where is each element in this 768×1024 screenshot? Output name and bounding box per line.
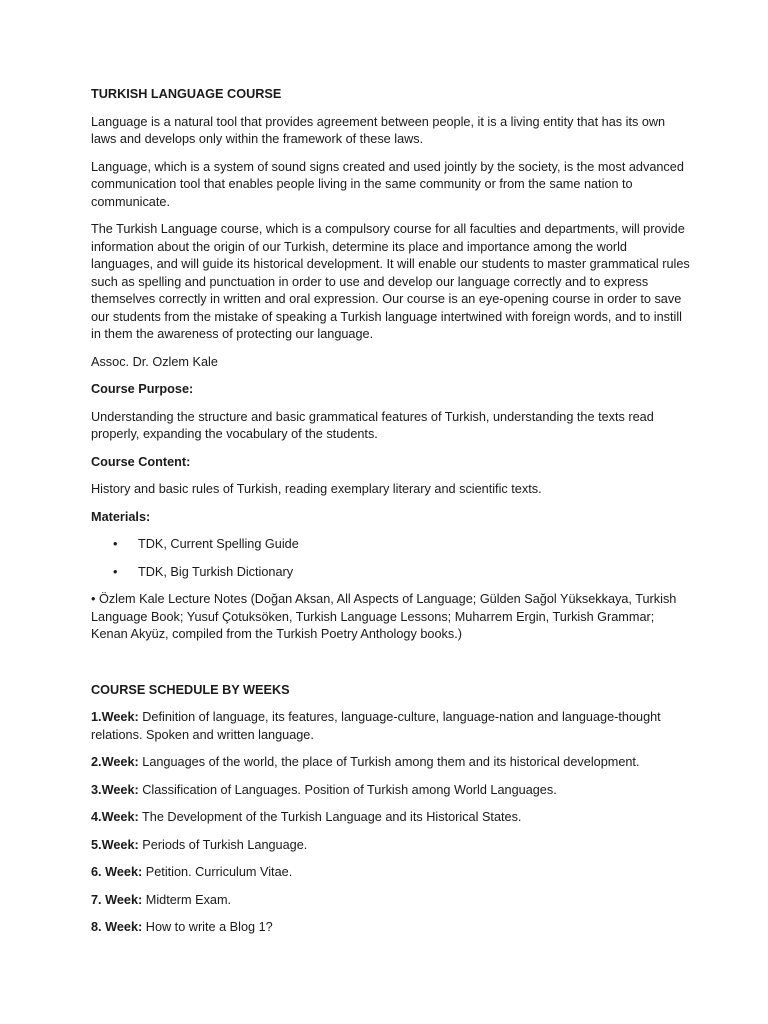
week-text: Midterm Exam.	[142, 892, 232, 907]
week-text: Definition of language, its features, language-culture, language-nation and language-thought relations. Spoken and written language.	[91, 710, 661, 742]
spacer	[91, 654, 691, 682]
document-title: TURKISH LANGUAGE COURSE	[91, 87, 282, 101]
week-label: 1.Week:	[91, 710, 139, 724]
schedule-item	[91, 919, 691, 937]
schedule-item	[91, 709, 691, 744]
bullet-icon: •	[113, 564, 118, 579]
week-label: 5.Week:	[91, 837, 139, 852]
list-item	[91, 536, 691, 554]
week-label: 3.Week:	[91, 782, 139, 797]
lecture-notes: • Özlem Kale Lecture Notes (Doğan Aksan, All Aspects of Language; Gülden Sağol Yüksekkaya, Turkish Language Book; Yusuf Çotuksöken, Turkish Language Lessons; Muharrem Ergin, Turkish Grammar; Kenan Akyüz, compiled from the Turkish Poetry Anthology books.)	[91, 592, 677, 641]
intro-paragraph-3: The Turkish Language course, which is a compulsory course for all faculties and departments, will provide information about the origin of our Turkish, determine its place and importance among the world languages, and will guide its historical development. It will enable our students to master grammatical rules such as spelling and punctuation in order to use and develop our language correctly and to express themselves correctly in written and oral expression. Our course is an eye-opening course in order to save our students from the mistake of speaking a Turkish language intertwined with foreign words, and to instill in them the awareness of protecting our language.	[91, 222, 690, 341]
week-label: 7. Week:	[91, 892, 143, 907]
schedule-item	[91, 809, 691, 827]
week-label: 2.Week:	[91, 755, 139, 769]
week-label: 6. Week:	[91, 865, 143, 879]
week-label: 4.Week:	[91, 810, 139, 824]
purpose-heading: Course Purpose:	[91, 382, 194, 396]
material-text: TDK, Big Turkish Dictionary	[138, 564, 294, 579]
week-text: Petition. Curriculum Vitae.	[142, 865, 293, 879]
material-text: TDK, Current Spelling Guide	[138, 537, 299, 551]
week-label: 8. Week:	[91, 920, 143, 934]
materials-list	[91, 536, 691, 581]
schedule-item	[91, 782, 691, 800]
intro-paragraph-2: Language, which is a system of sound signs created and used jointly by the society, is the most advanced communication tool that enables people living in the same community or from the same nation to communicate.	[91, 159, 684, 209]
list-item	[91, 564, 691, 582]
bullet-icon: •	[113, 537, 118, 551]
author-name: Assoc. Dr. Ozlem Kale	[91, 354, 218, 369]
schedule-item	[91, 892, 691, 910]
materials-heading: Materials:	[91, 509, 151, 524]
intro-paragraph-1: Language is a natural tool that provides agreement between people, it is a living entity that has its own laws and develops only within the framework of these laws.	[91, 114, 666, 146]
content-heading: Course Content:	[91, 454, 191, 469]
week-text: How to write a Blog 1?	[142, 920, 273, 934]
schedule-item	[91, 864, 691, 882]
schedule-item	[91, 837, 691, 855]
document-page	[91, 86, 691, 947]
schedule-item	[91, 754, 691, 772]
week-text: Classification of Languages. Position of Turkish among World Languages.	[138, 782, 557, 797]
content-text: History and basic rules of Turkish, reading exemplary literary and scientific texts.	[91, 482, 542, 496]
week-text: Languages of the world, the place of Turkish among them and its historical development.	[138, 755, 640, 769]
purpose-text: Understanding the structure and basic grammatical features of Turkish, understanding the texts read properly, expanding the vocabulary of the students.	[91, 409, 654, 441]
week-text: The Development of the Turkish Language and its Historical States.	[138, 810, 522, 824]
week-text: Periods of Turkish Language.	[138, 837, 308, 852]
schedule-heading: COURSE SCHEDULE BY WEEKS	[91, 682, 290, 697]
